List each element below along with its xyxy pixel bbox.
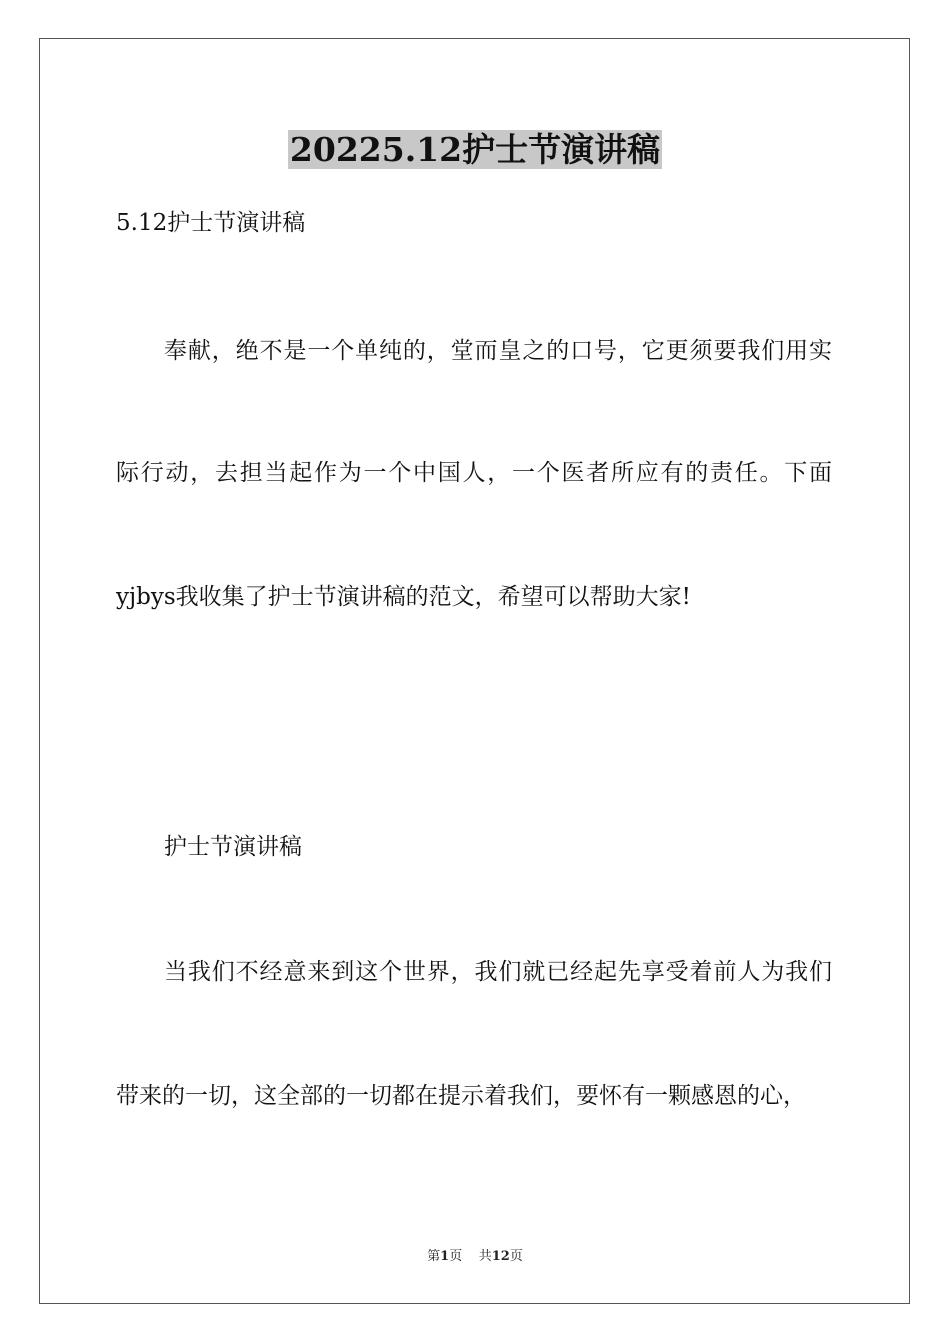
- footer-total-prefix: 共: [478, 1249, 492, 1264]
- paragraph-1-line-2: 际行动，去担当起作为一个中国人，一个医者所应有的责任。下面: [116, 460, 832, 486]
- page-footer: [0, 1249, 950, 1265]
- document-subtitle: 5.12护士节演讲稿: [116, 210, 306, 236]
- document-title-text: 20225.12护士节演讲稿: [289, 130, 661, 169]
- paragraph-1-line-1: 奉献，绝不是一个单纯的，堂而皇之的口号，它更须要我们用实: [164, 338, 832, 364]
- paragraph-1-line-3: yjbys我收集了护士节演讲稿的范文，希望可以帮助大家!: [116, 584, 691, 610]
- footer-total-suffix: 页: [509, 1249, 523, 1264]
- footer-page-prefix: 第: [427, 1249, 441, 1264]
- footer-total-pages: 12: [491, 1249, 510, 1264]
- paragraph-2-line-1: 当我们不经意来到这个世界，我们就已经起先享受着前人为我们: [164, 959, 832, 985]
- section-heading: 护士节演讲稿: [164, 834, 302, 860]
- document-title: [0, 128, 950, 172]
- footer-page-number: 1: [440, 1249, 450, 1264]
- paragraph-2-line-2: 带来的一切，这全部的一切都在提示着我们，要怀有一颗感恩的心，: [116, 1083, 806, 1109]
- footer-page-suffix: 页: [449, 1249, 463, 1264]
